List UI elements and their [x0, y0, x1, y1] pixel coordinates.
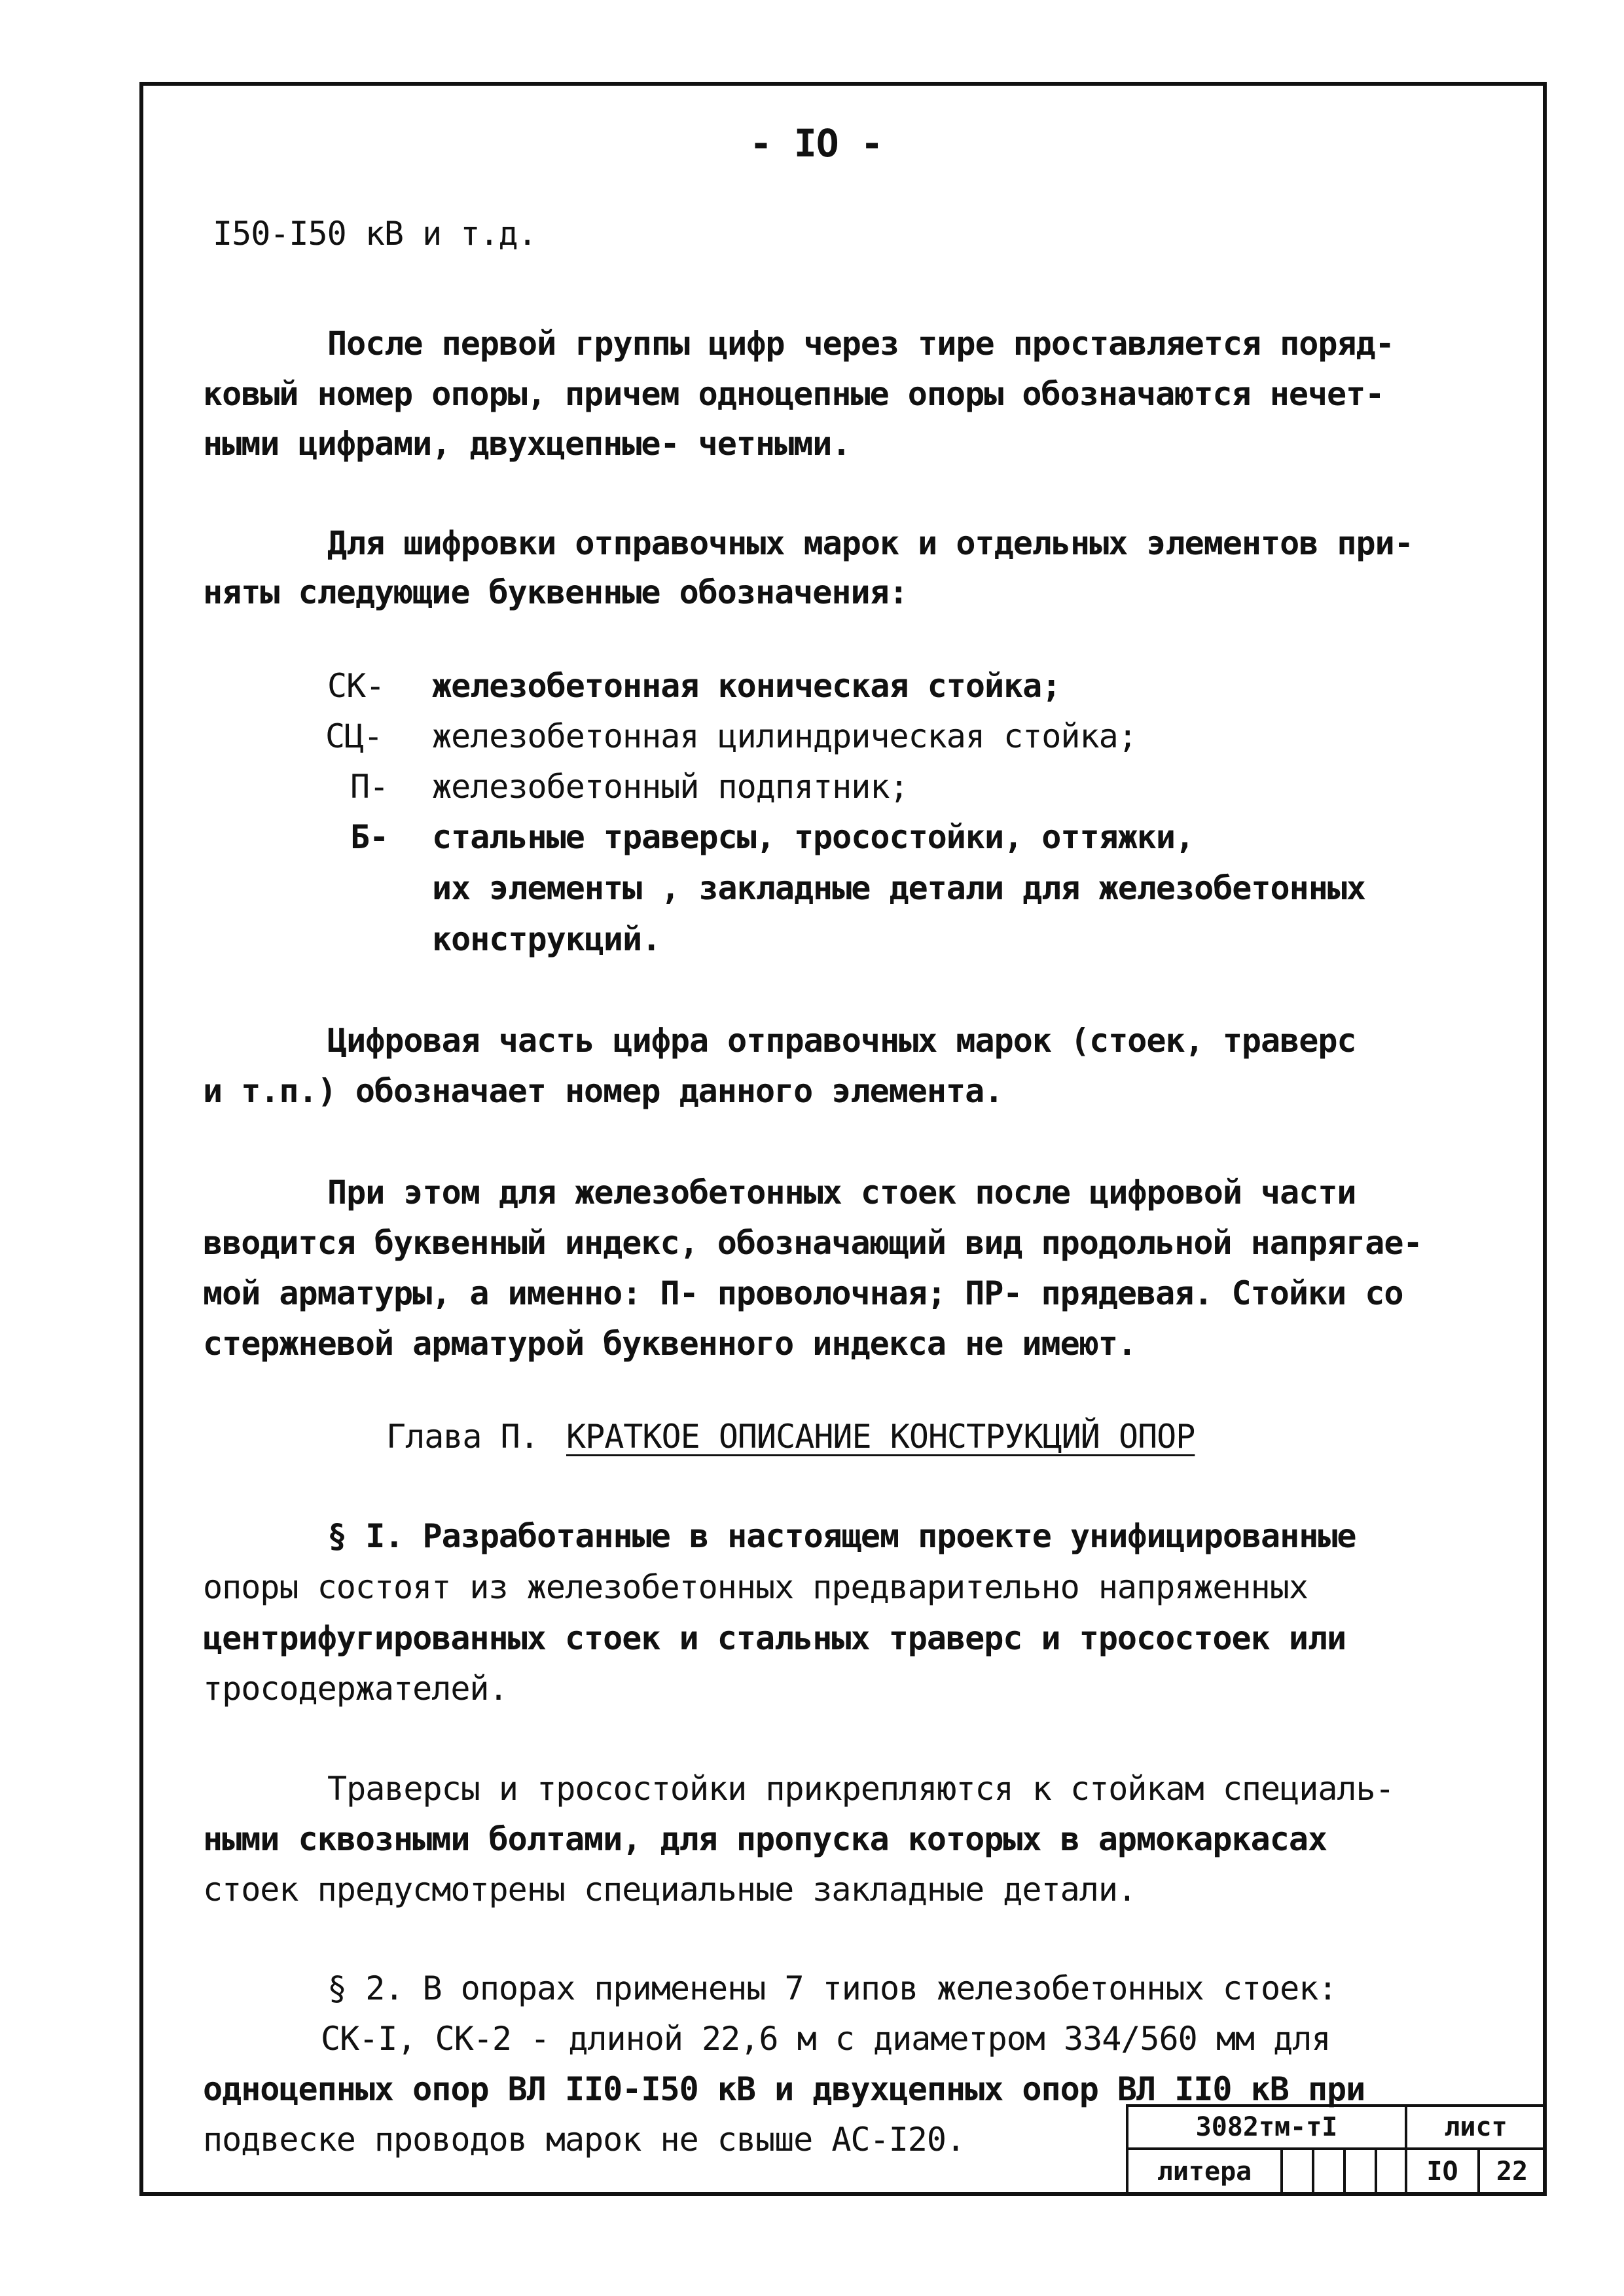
chapter-title: КРАТКОЕ ОПИСАНИЕ КОНСТРУКЦИЙ ОПОР [566, 1418, 1195, 1456]
text-line: Траверсы и тросостойки прикрепляются к стойкам специаль- [327, 1770, 1394, 1808]
stamp-litera-box [1312, 2147, 1346, 2196]
text-line: мой арматуры, а именно: П- проволочная; ПР- прядевая. Стойки со [203, 1274, 1403, 1312]
text-line: После первой группы цифр через тире проставляется поряд- [327, 325, 1394, 363]
stamp-litera-box [1280, 2147, 1314, 2196]
text-line: их элементы , закладные детали для железобетонных [432, 869, 1366, 907]
stamp-litera-box [1343, 2147, 1377, 2196]
chapter-prefix: Глава П. [386, 1418, 539, 1456]
text-line: стержневой арматурой буквенного индекса не имеют. [203, 1325, 1137, 1363]
text-line: СК-I, СК-2 - длиной 22,6 м с диаметром 334/560 мм для [321, 2020, 1331, 2058]
page-number: - IO - [749, 121, 883, 166]
text-line: одноцепных опор ВЛ II0-I50 кВ и двухцепных опор ВЛ II0 кВ при [203, 2070, 1365, 2108]
text-line: § 2. В опорах применены 7 типов железобетонных стоек: [327, 1969, 1337, 2007]
text-line: Цифровая часть цифра отправочных марок (стоек, траверс [327, 1022, 1356, 1060]
legend-key: СЦ- [325, 717, 383, 755]
text-line: вводится буквенный индекс, обозначающий вид продольной напрягае- [203, 1224, 1422, 1262]
text-line: няты следующие буквенные обозначения: [203, 573, 908, 611]
text-line: центрифугированных стоек и стальных траверс и тросостоек или [203, 1619, 1346, 1657]
text-line: I50-I50 кВ и т.д. [213, 215, 537, 253]
text-line: ными сквозными болтами, для пропуска которых в армокаркасах [203, 1820, 1327, 1858]
title-block-stamp [1126, 2104, 1547, 2196]
text-line: конструкций. [432, 920, 661, 958]
legend-desc: железобетонный подпятник; [432, 768, 909, 806]
text-line: стоек предусмотрены специальные закладные детали. [203, 1871, 1137, 1909]
legend-key: П- [350, 768, 389, 806]
stamp-litera-box [1375, 2147, 1407, 2196]
text-line: § I. Разработанные в настоящем проекте унифицированные [327, 1517, 1356, 1555]
stamp-sheet-total: 22 [1477, 2147, 1547, 2196]
stamp-sheet-label: лист [1405, 2104, 1547, 2150]
stamp-document-code: 3082тм-тI [1126, 2104, 1407, 2150]
legend-desc: железобетонная цилиндрическая стойка; [432, 717, 1137, 755]
text-line: ными цифрами, двухцепные- четными. [203, 425, 851, 463]
stamp-litera-label: литера [1126, 2147, 1283, 2196]
text-line: ковый номер опоры, причем одноцепные опоры обозначаются нечет- [203, 375, 1384, 413]
text-line: и т.п.) обозначает номер данного элемента. [203, 1072, 1003, 1110]
legend-key: СК- [327, 667, 385, 705]
stamp-sheet-number: IO [1405, 2147, 1480, 2196]
text-line: тросодержателей. [203, 1670, 508, 1708]
text-line: При этом для железобетонных стоек после цифровой части [327, 1174, 1356, 1211]
legend-key: Б- [350, 818, 389, 856]
text-line: Для шифровки отправочных марок и отдельных элементов при- [327, 524, 1413, 562]
legend-desc: железобетонная коническая стойка; [432, 667, 1061, 705]
text-line: подвеске проводов марок не свыше АС-I20. [203, 2121, 965, 2159]
text-line: опоры состоят из железобетонных предварительно напряженных [203, 1568, 1308, 1606]
legend-desc: стальные траверсы, тросостойки, оттяжки, [432, 818, 1195, 856]
